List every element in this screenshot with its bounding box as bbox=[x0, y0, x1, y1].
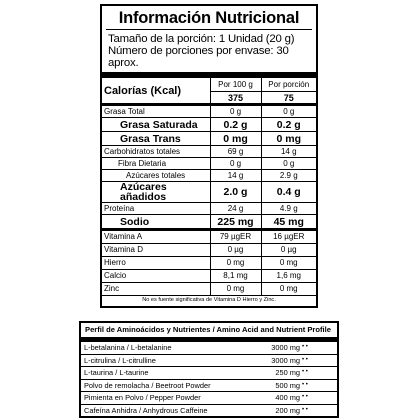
vitamin-per-portion: 0 mg bbox=[261, 283, 316, 296]
nutrient-label: Azúcares añadidos bbox=[102, 182, 210, 203]
vitamin-label: Zinc bbox=[102, 283, 210, 296]
amino-row bbox=[81, 379, 337, 392]
amino-marker: • • bbox=[302, 369, 308, 375]
nutrient-per-100g: 24 g bbox=[210, 203, 261, 215]
amino-profile-panel bbox=[79, 321, 339, 418]
vitamin-per-100g: 0 mg bbox=[210, 257, 261, 270]
nutrient-label: Fibra Dietaria bbox=[102, 158, 210, 170]
nutrient-row bbox=[102, 182, 316, 203]
nutrient-row bbox=[102, 170, 316, 182]
vitamin-per-100g: 0 µg bbox=[210, 244, 261, 257]
calories-per-portion: 75 bbox=[261, 92, 316, 105]
nutrient-row bbox=[102, 146, 316, 158]
nutrient-per-100g: 69 g bbox=[210, 146, 261, 158]
nutrient-per-portion: 0 g bbox=[261, 105, 316, 118]
nutrient-per-100g: 0 g bbox=[210, 105, 261, 118]
vitamin-per-portion: 0 mg bbox=[261, 257, 316, 270]
amino-value: 200 mg bbox=[275, 405, 300, 415]
vitamin-per-portion: 1,6 mg bbox=[261, 270, 316, 283]
column-header-per-portion: Por porción bbox=[261, 78, 316, 92]
nutrient-per-100g: 225 mg bbox=[210, 215, 261, 230]
nutrient-per-100g: 0 mg bbox=[210, 132, 261, 146]
nutrient-per-portion: 4.9 g bbox=[261, 203, 316, 215]
vitamin-per-portion: 0 µg bbox=[261, 244, 316, 257]
amino-value: 400 mg bbox=[275, 393, 300, 402]
vitamin-row bbox=[102, 244, 316, 257]
nutrient-per-portion: 0.4 g bbox=[261, 182, 316, 203]
amino-marker: • • bbox=[302, 381, 308, 388]
nutrient-per-portion: 45 mg bbox=[261, 215, 316, 230]
amino-marker: • • bbox=[302, 394, 308, 400]
amino-name: L-citrulina / L-citrulline bbox=[84, 355, 156, 365]
nutrient-label: Grasa Saturada bbox=[102, 118, 210, 132]
serving-info bbox=[102, 31, 316, 72]
amino-name: Polvo de remolacha / Beetroot Powder bbox=[84, 380, 211, 390]
amino-name: Pimienta en Polvo / Pepper Powder bbox=[84, 393, 201, 402]
nutrient-row bbox=[102, 118, 316, 132]
nutrient-label: Azúcares totales bbox=[102, 170, 210, 182]
nutrient-per-portion: 14 g bbox=[261, 146, 316, 158]
amino-value: 3000 mg bbox=[271, 343, 300, 352]
column-header-per-100g: Por 100 g bbox=[210, 78, 261, 92]
amino-value: 500 mg bbox=[275, 380, 300, 390]
vitamin-row bbox=[102, 257, 316, 270]
amino-name: Cafeína Anhidra / Anhydrous Caffeine bbox=[84, 405, 208, 415]
nutrient-row bbox=[102, 132, 316, 146]
vitamin-label: Hierro bbox=[102, 257, 210, 270]
nutrient-per-portion: 0.2 g bbox=[261, 118, 316, 132]
vitamin-per-100g: 8,1 mg bbox=[210, 270, 261, 283]
amino-name: L-taurina / L-taurine bbox=[84, 368, 149, 377]
vitamin-label: Vitamina D bbox=[102, 244, 210, 257]
nutrition-table bbox=[102, 78, 316, 295]
serving-size: Tamaño de la porción: 1 Unidad (20 g) bbox=[108, 33, 295, 45]
vitamin-row bbox=[102, 270, 316, 283]
nutrient-per-portion: 0 mg bbox=[261, 132, 316, 146]
amino-marker: • • bbox=[302, 344, 308, 350]
vitamin-row bbox=[102, 283, 316, 296]
nutrient-per-portion: 2.9 g bbox=[261, 170, 316, 182]
nutrient-row bbox=[102, 215, 316, 230]
calories-header-row bbox=[102, 78, 316, 92]
amino-profile-title: Perfil de Aminoácidos y Nutrientes / Amino Acid and Nutrient Profile bbox=[81, 323, 337, 342]
calories-per-100g: 375 bbox=[210, 92, 261, 105]
nutrient-label: Grasa Trans bbox=[102, 132, 210, 146]
amino-row bbox=[81, 342, 337, 354]
nutrient-label: Proteína bbox=[102, 203, 210, 215]
nutrient-per-100g: 2.0 g bbox=[210, 182, 261, 203]
amino-marker: • • bbox=[302, 406, 308, 413]
amino-value: 3000 mg bbox=[271, 355, 300, 365]
nutrient-row bbox=[102, 203, 316, 215]
vitamin-row bbox=[102, 230, 316, 244]
nutrient-per-100g: 0.2 g bbox=[210, 118, 261, 132]
amino-row bbox=[81, 366, 337, 379]
nutrient-row bbox=[102, 158, 316, 170]
nutrient-label: Carbohidratos totales bbox=[102, 146, 210, 158]
amino-row bbox=[81, 354, 337, 367]
nutrition-title: Información Nutricional bbox=[118, 9, 300, 27]
nutrient-per-100g: 14 g bbox=[210, 170, 261, 182]
calories-label: Calorías (Kcal) bbox=[104, 84, 182, 97]
vitamin-label: Calcio bbox=[102, 270, 210, 283]
title-divider bbox=[106, 29, 312, 30]
amino-value: 250 mg bbox=[275, 368, 300, 377]
nutrient-label: Sodio bbox=[102, 215, 210, 230]
vitamin-per-portion: 16 µgER bbox=[261, 230, 316, 244]
amino-profile-list bbox=[81, 342, 337, 416]
servings-per-container: Número de porciones por envase: 30 aprox. bbox=[108, 45, 289, 69]
nutrition-facts-panel bbox=[100, 4, 318, 308]
nutrient-label: Grasa Total bbox=[102, 105, 210, 118]
amino-marker: • • bbox=[302, 356, 308, 363]
vitamin-label: Vitamina A bbox=[102, 230, 210, 244]
nutrition-footnote: No es fuente significativa de Vitamina D Hierro y Zinc. bbox=[102, 295, 316, 306]
amino-row bbox=[81, 391, 337, 404]
nutrient-row bbox=[102, 105, 316, 118]
vitamin-per-100g: 79 µgER bbox=[210, 230, 261, 244]
nutrient-per-100g: 0 g bbox=[210, 158, 261, 170]
nutrient-per-portion: 0 g bbox=[261, 158, 316, 170]
vitamin-per-100g: 0 mg bbox=[210, 283, 261, 296]
amino-name: L-betalanina / L-betalanine bbox=[84, 343, 172, 352]
amino-row bbox=[81, 404, 337, 417]
